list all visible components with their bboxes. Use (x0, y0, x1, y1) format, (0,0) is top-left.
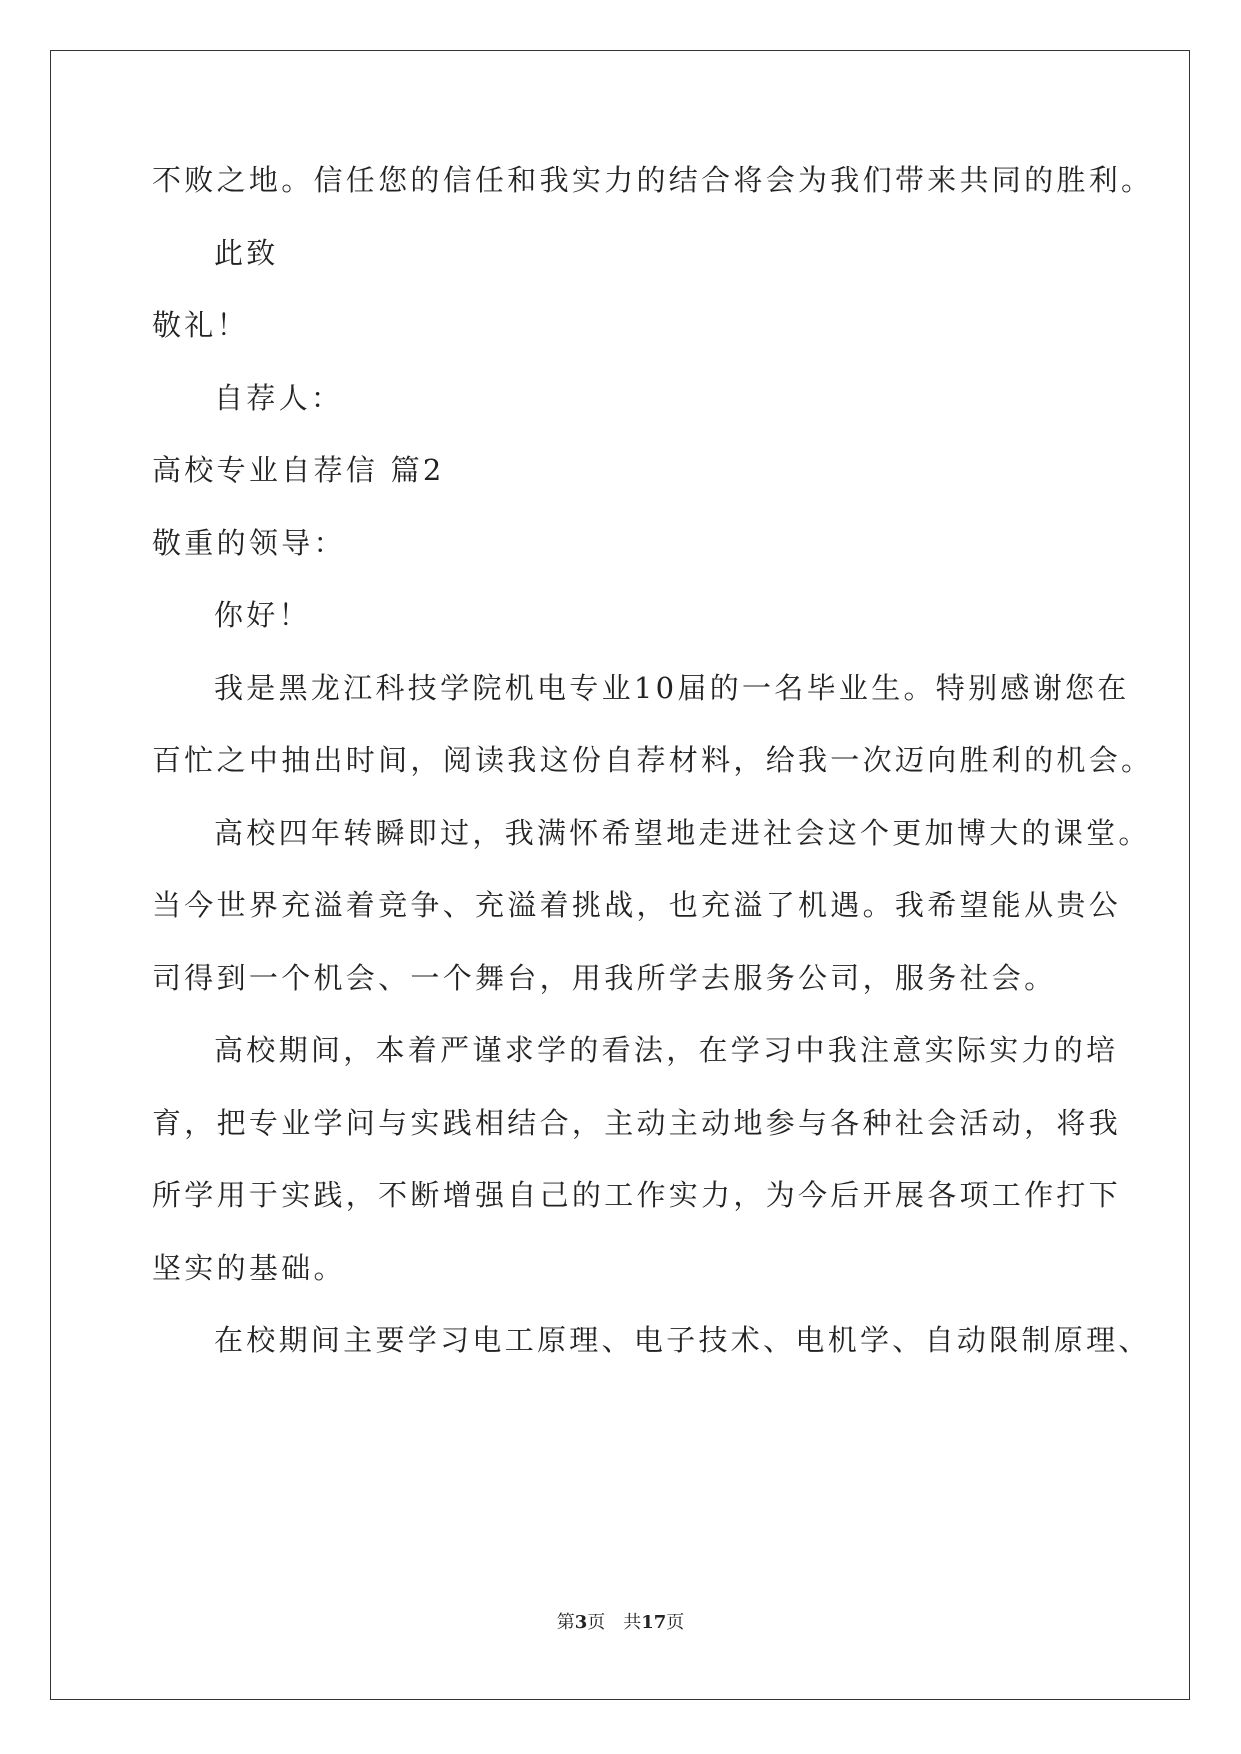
text-line: 敬重的领导： (152, 526, 346, 560)
text-line: 百忙之中抽出时间，阅读我这份自荐材料，给我一次迈向胜利的机会。 (152, 743, 1154, 777)
section-heading: 高校专业自荐信 篇2 (152, 453, 445, 487)
page-border (50, 50, 1190, 1700)
text-line: 此致 (214, 236, 279, 270)
text-line: 在校期间主要学习电工原理、电子技术、电机学、自动限制原理、 (214, 1323, 1151, 1357)
page-number-footer (0, 1608, 1241, 1634)
text-line: 自荐人： (214, 381, 344, 415)
text-line: 敬礼！ (152, 308, 249, 342)
text-line: 坚实的基础。 (152, 1251, 346, 1285)
text-line: 当今世界充溢着竞争、充溢着挑战，也充溢了机遇。我希望能从贵公 (152, 888, 1122, 922)
text-line: 所学用于实践，不断增强自己的工作实力，为今后开展各项工作打下 (152, 1178, 1122, 1212)
text-line: 我是黑龙江科技学院机电专业10届的一名毕业生。特别感谢您在 (214, 671, 1130, 705)
text-line: 高校期间，本着严谨求学的看法，在学习中我注意实际实力的培 (214, 1033, 1119, 1067)
text-line: 你好！ (214, 598, 311, 632)
current-page-number: 3 (574, 1612, 588, 1633)
footer-prefix: 第 (556, 1612, 575, 1633)
footer-suffix: 页 (666, 1612, 685, 1633)
footer-mid: 页 共 (587, 1612, 642, 1633)
text-line: 不败之地。信任您的信任和我实力的结合将会为我们带来共同的胜利。 (152, 163, 1154, 197)
total-page-count: 17 (641, 1612, 667, 1633)
text-line: 司得到一个机会、一个舞台，用我所学去服务公司，服务社会。 (152, 961, 1057, 995)
text-line: 高校四年转瞬即过，我满怀希望地走进社会这个更加博大的课堂。 (214, 816, 1151, 850)
text-line: 育，把专业学问与实践相结合，主动主动地参与各种社会活动，将我 (152, 1106, 1122, 1140)
